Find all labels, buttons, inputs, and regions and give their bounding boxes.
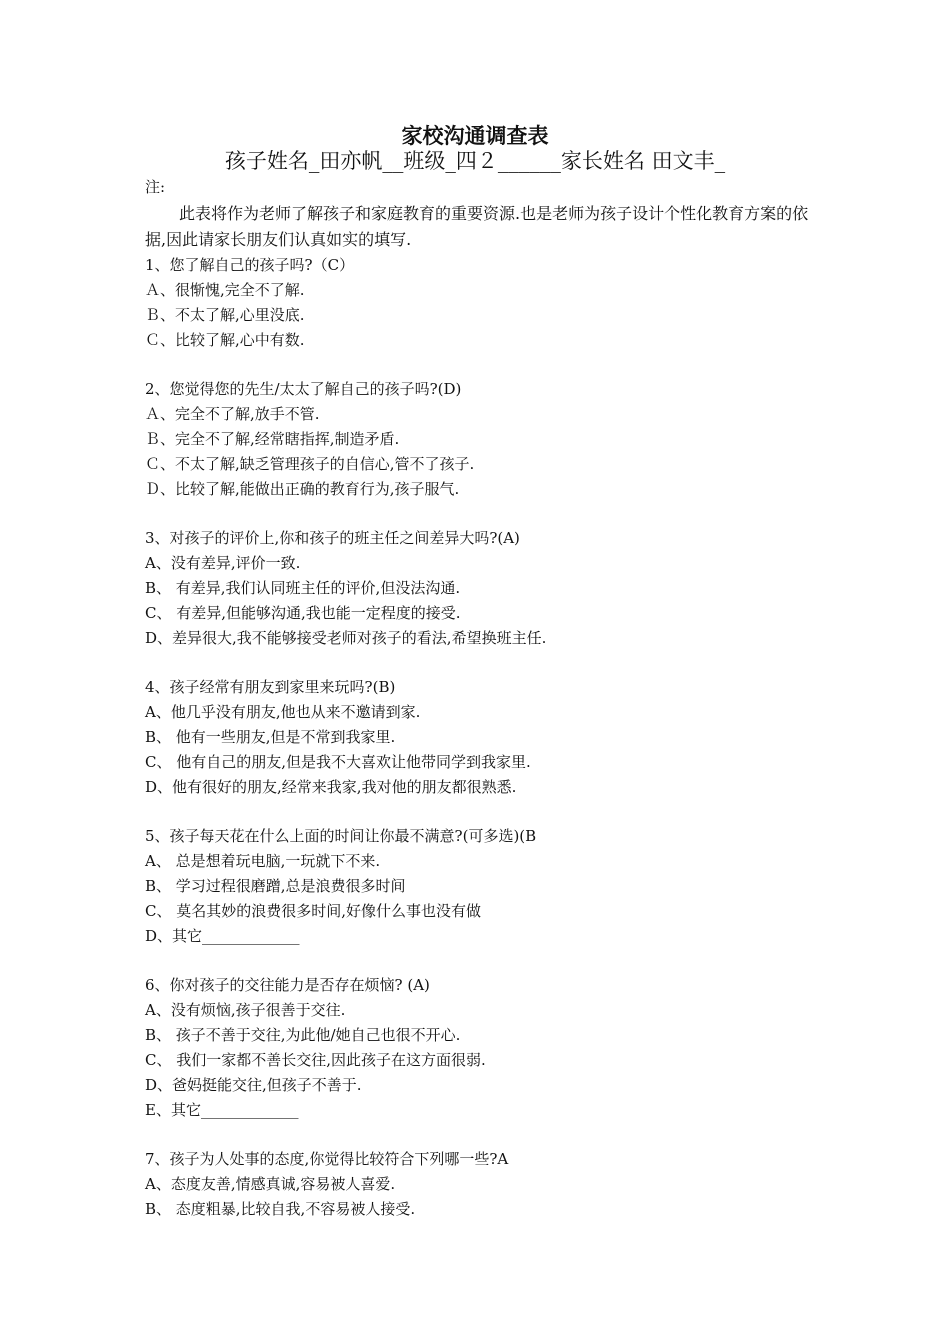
question-text: 2、您觉得您的先生/太太了解自己的孩子吗?(D) [145, 380, 462, 398]
question-text: 6、你对孩子的交往能力是否存在烦恼? (A) [145, 976, 430, 994]
answer-option: C、 有差异,但能够沟通,我也能一定程度的接受. [145, 604, 461, 622]
answer-option: A、没有烦恼,孩子很善于交往. [145, 1001, 346, 1019]
answer-option: D、他有很好的朋友,经常来我家,我对他的朋友都很熟悉. [145, 778, 517, 796]
answer-option: A、态度友善,情感真诚,容易被人喜爱. [145, 1175, 396, 1193]
note-label: 注: [145, 178, 166, 196]
answer-option: Ｂ、不太了解,心里没底. [145, 306, 305, 324]
answer-option: D、其它_____________ [145, 927, 300, 945]
answer-option: Ａ、完全不了解,放手不管. [145, 405, 320, 423]
question-block [145, 253, 815, 353]
answer-option: B、 孩子不善于交往,为此他/她自己也很不开心. [145, 1026, 461, 1044]
intro-paragraph: 此表将作为老师了解孩子和家庭教育的重要资源.也是老师为孩子设计个性化教育方案的依据,因此请家长朋友们认真如实的填写. [145, 204, 809, 249]
question-list [145, 253, 815, 1222]
answer-option: Ａ、很惭愧,完全不了解. [145, 281, 305, 299]
answer-option: C、 我们一家都不善长交往,因此孩子在这方面很弱. [145, 1051, 486, 1069]
student-info-line: 孩子姓名_田亦帆__班级_四２______家长姓名 田文丰_ [224, 149, 726, 173]
answer-option: A、他几乎没有朋友,他也从来不邀请到家. [145, 703, 421, 721]
answer-option: Ｂ、完全不了解,经常瞎指挥,制造矛盾. [145, 430, 400, 448]
question-block [145, 973, 815, 1123]
answer-option: B、 他有一些朋友,但是不常到我家里. [145, 728, 396, 746]
answer-option: B、 学习过程很磨蹭,总是浪费很多时间 [145, 877, 406, 895]
answer-option: Ｃ、不太了解,缺乏管理孩子的自信心,管不了孩子. [145, 455, 475, 473]
question-text: 7、孩子为人处事的态度,你觉得比较符合下列哪一些?A [145, 1150, 509, 1168]
question-block [145, 1147, 815, 1222]
question-text: 4、孩子经常有朋友到家里来玩吗?(B) [145, 678, 396, 696]
question-block [145, 526, 815, 651]
document-body [145, 175, 815, 1222]
question-text: 1、您了解自己的孩子吗?（C） [145, 256, 355, 274]
answer-option: C、 莫名其妙的浪费很多时间,好像什么事也没有做 [145, 902, 482, 920]
answer-option: B、 有差异,我们认同班主任的评价,但没法沟通. [145, 579, 461, 597]
document-title: 家校沟通调查表 [401, 123, 549, 148]
answer-option: E、其它_____________ [145, 1101, 299, 1119]
answer-option: D、爸妈挺能交往,但孩子不善于. [145, 1076, 362, 1094]
answer-option: A、没有差异,评价一致. [145, 554, 301, 572]
answer-option: B、 态度粗暴,比较自我,不容易被人接受. [145, 1200, 416, 1218]
answer-option: Ｄ、比较了解,能做出正确的教育行为,孩子服气. [145, 480, 460, 498]
answer-option: D、差异很大,我不能够接受老师对孩子的看法,希望换班主任. [145, 629, 547, 647]
question-text: 3、对孩子的评价上,你和孩子的班主任之间差异大吗?(A) [145, 529, 520, 547]
answer-option: C、 他有自己的朋友,但是我不大喜欢让他带同学到我家里. [145, 753, 531, 771]
question-block [145, 824, 815, 949]
question-block [145, 377, 815, 502]
question-text: 5、孩子每天花在什么上面的时间让你最不满意?(可多选)(B [145, 827, 537, 845]
question-block [145, 675, 815, 800]
answer-option: A、 总是想着玩电脑,一玩就下不来. [145, 852, 381, 870]
answer-option: Ｃ、比较了解,心中有数. [145, 331, 305, 349]
